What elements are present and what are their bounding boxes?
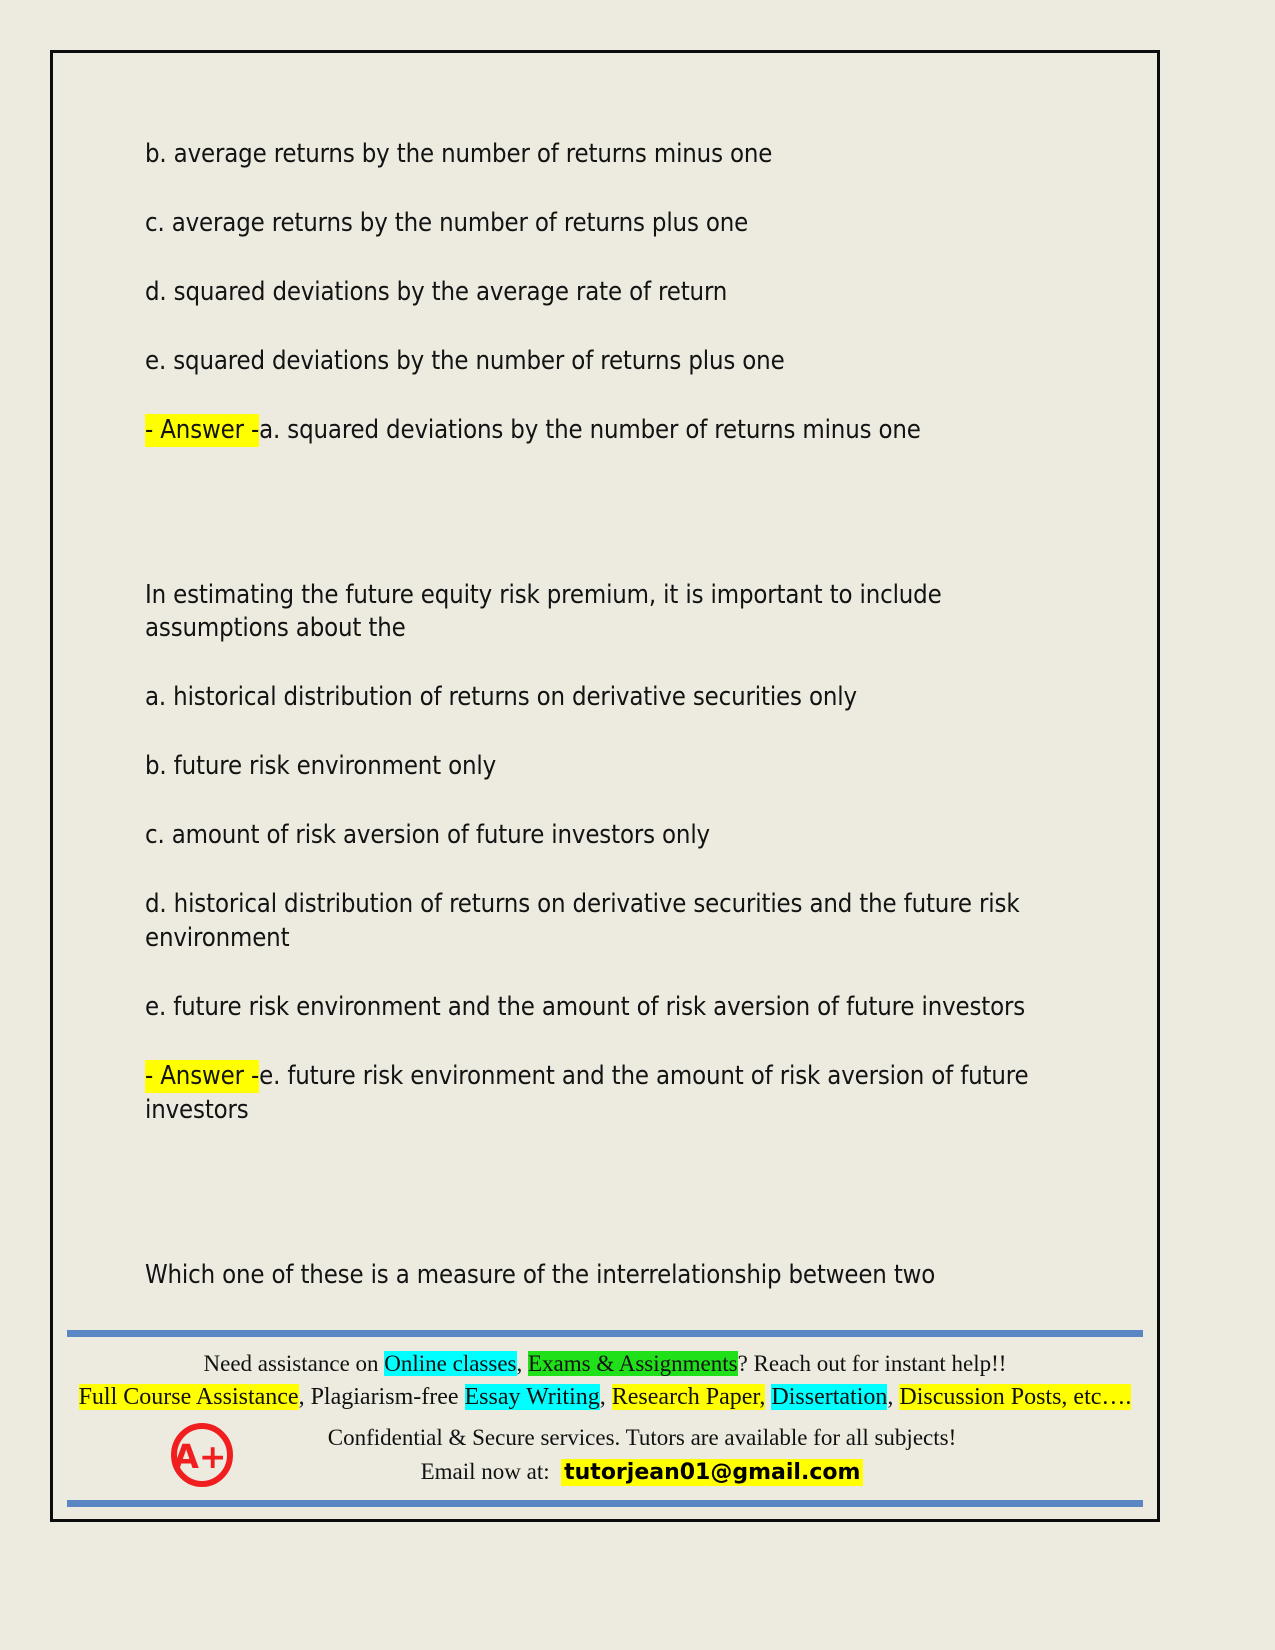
footer-line1-part1: Need assistance on — [203, 1350, 385, 1376]
svg-text:A+: A+ — [173, 1437, 227, 1476]
spacer-after-q2 — [145, 1163, 1075, 1259]
footer-highlight-exams-assignments: Exams & Assignments — [528, 1350, 738, 1376]
spacer-after-q1 — [145, 483, 1075, 579]
q2-stem: In estimating the future equity risk premium, it is important to include assumptions about the — [145, 579, 949, 644]
q3-stem: Which one of these is a measure of the interrelationship between two — [145, 1259, 936, 1290]
footer-email-line — [261, 1458, 1023, 1487]
footer-divider-top — [67, 1330, 1143, 1337]
q1-option-c: c. average returns by the number of returns plus one — [145, 207, 749, 238]
answer-highlight: - Answer - — [145, 1060, 260, 1091]
footer-line2-part4: , — [887, 1383, 900, 1410]
footer-line1-part2: , — [516, 1350, 528, 1376]
q2-option-d: d. historical distribution of returns on derivative securities and the future risk environment — [145, 889, 1027, 953]
q1-answer-text: a. squared deviations by the number of returns minus one — [259, 414, 921, 445]
q2-option-e: e. future risk environment and the amount of risk aversion of future investors — [145, 991, 1026, 1022]
footer-highlight-dissertation: Dissertation — [771, 1383, 888, 1410]
footer-line2-part1: , Plagiarism-free — [298, 1383, 465, 1410]
footer-email-label: Email now at: — [420, 1458, 550, 1484]
footer-bottom-row — [67, 1420, 1143, 1490]
q2-option-c: c. amount of risk aversion of future investors only — [145, 820, 710, 851]
footer-highlight-online-classes: Online classes — [384, 1350, 517, 1376]
footer-line2-part2: , — [599, 1383, 612, 1410]
question-body — [145, 138, 1075, 1293]
q2-option-b: b. future risk environment only — [145, 751, 497, 782]
footer-highlight-discussion-posts: Discussion Posts, etc…. — [899, 1383, 1132, 1410]
footer-bottom-text — [261, 1424, 1143, 1487]
footer-line1-part3: ? Reach out for instant help!! — [737, 1350, 1007, 1376]
answer-highlight: - Answer - — [145, 414, 260, 445]
footer-highlight-essay-writing: Essay Writing — [464, 1383, 600, 1410]
q2-answer-text: e. future risk environment and the amount of risk aversion of future investors — [145, 1060, 1036, 1125]
q2-answer-line — [145, 1060, 1075, 1128]
q1-option-d: d. squared deviations by the average rate of return — [145, 276, 728, 307]
footer-line-1 — [67, 1350, 1143, 1378]
footer-line-3: Confidential & Secure services. Tutors are available for all subjects! — [327, 1424, 957, 1450]
footer-highlight-full-course-assistance: Full Course Assistance — [78, 1383, 299, 1410]
document-page — [50, 50, 1160, 1522]
footer-highlight-research-paper: Research Paper, — [611, 1383, 766, 1410]
footer-advertisement — [53, 1330, 1157, 1519]
footer-divider-bottom — [67, 1500, 1143, 1507]
footer-line-2 — [67, 1383, 1143, 1412]
footer-email-address[interactable]: tutorjean01@gmail.com — [561, 1459, 863, 1486]
q1-answer-line — [145, 414, 1075, 448]
q1-option-b: b. average returns by the number of returns minus one — [145, 139, 773, 169]
q1-option-e: e. squared deviations by the number of returns plus one — [145, 345, 785, 376]
q2-option-a: a. historical distribution of returns on derivative securities only — [145, 682, 857, 713]
a-plus-grade-icon — [167, 1420, 237, 1490]
